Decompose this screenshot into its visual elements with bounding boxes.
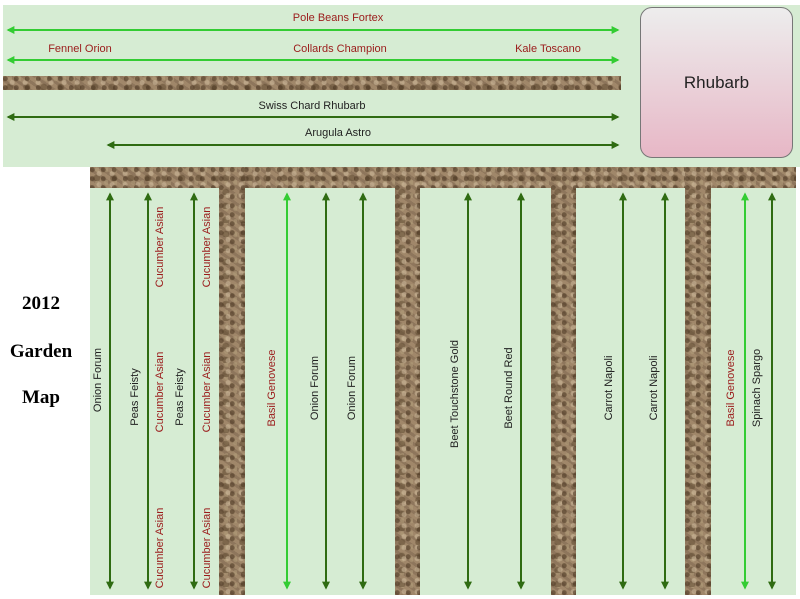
column-label: Carrot Napoli: [648, 355, 660, 421]
column-label: Onion Forum: [309, 355, 321, 421]
column-label: Cucumber Asian: [201, 206, 213, 288]
column-label: Beet Touchstone Gold: [449, 339, 461, 449]
column-label: Cucumber Asian: [201, 351, 213, 433]
column-label: Peas Feisty: [174, 368, 186, 426]
row-label: Fennel Orion: [48, 43, 112, 55]
column-label: Basil Genovese: [725, 349, 737, 427]
map-title-line-2: Garden: [9, 341, 73, 362]
column-label: Cucumber Asian: [154, 507, 166, 589]
row-label: Pole Beans Fortex: [292, 12, 384, 24]
row-label: Collards Champion: [293, 43, 387, 55]
column-label: Beet Round Red: [503, 347, 515, 429]
column-label: Spinach Spargo: [751, 348, 763, 428]
column-label: Peas Feisty: [129, 368, 141, 426]
column-label: Onion Forum: [92, 347, 104, 413]
row-label: Swiss Chard Rhubarb: [258, 100, 366, 112]
row-label: Kale Toscano: [515, 43, 581, 55]
column-label: Carrot Napoli: [603, 355, 615, 421]
row-label: Arugula Astro: [304, 127, 372, 139]
column-label: Onion Forum: [346, 355, 358, 421]
map-title-line-3: Map: [22, 387, 60, 408]
column-label: Basil Genovese: [266, 349, 278, 427]
column-label: Cucumber Asian: [201, 507, 213, 589]
column-label: Cucumber Asian: [154, 351, 166, 433]
map-title-line-1: 2012: [22, 293, 60, 314]
rhubarb-label: Rhubarb: [683, 72, 750, 92]
column-label: Cucumber Asian: [154, 206, 166, 288]
